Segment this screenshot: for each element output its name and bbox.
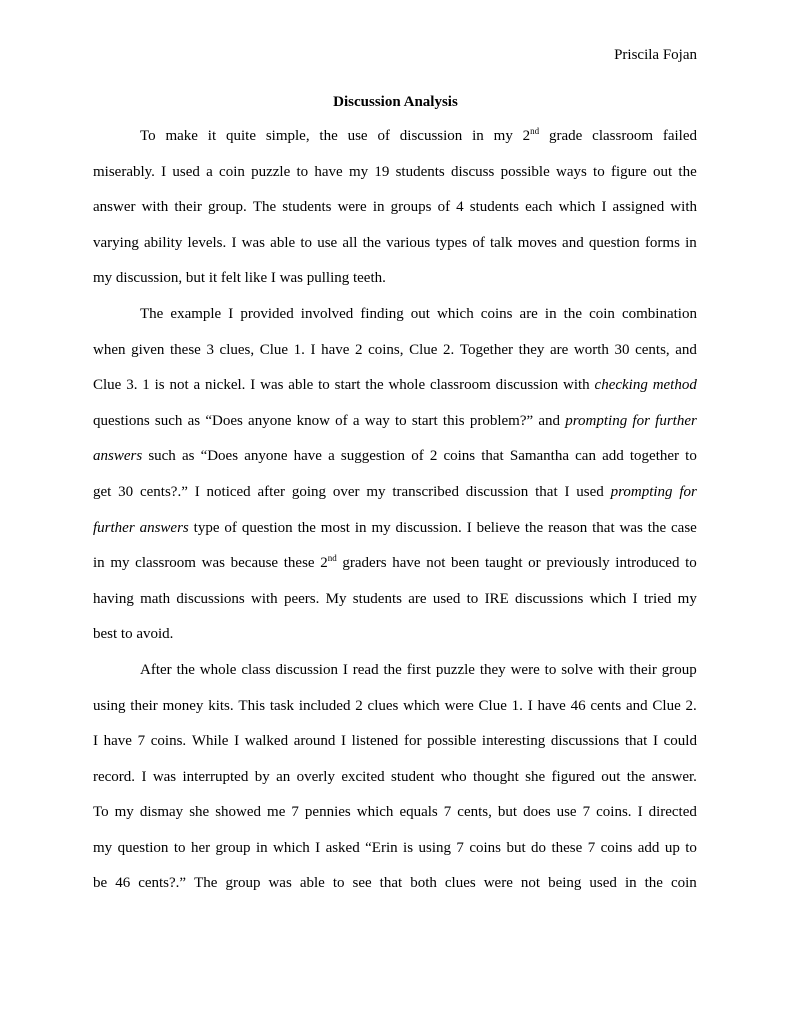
paragraph-line: answer with their group. The students were in groups of 4 students each which I assigned with [93, 199, 697, 216]
paragraph-line: The example I provided involved finding out which coins are in the coin combination [140, 305, 697, 322]
paragraph-line: I have 7 coins. While I walked around I listened for possible interesting discussions that I could [93, 733, 697, 750]
paragraph-line: having math discussions with peers. My students are used to IRE discussions which I tried my [93, 590, 697, 607]
paragraph-line: questions such as “Does anyone know of a way to start this problem?” and prompting for further [93, 412, 697, 429]
paragraph-line: using their money kits. This task included 2 clues which were Clue 1. I have 46 cents and Clue 2. [93, 697, 697, 714]
document-body [93, 119, 697, 902]
paragraph-line: To my dismay she showed me 7 pennies which equals 7 cents, but does use 7 coins. I directed [93, 804, 697, 821]
paragraph-line: best to avoid. [93, 626, 174, 643]
paragraph-line: when given these 3 clues, Clue 1. I have 2 coins, Clue 2. Together they are worth 30 cents, and [93, 341, 697, 358]
paragraph-line: Clue 3. 1 is not a nickel. I was able to start the whole classroom discussion with checking method [93, 377, 697, 394]
paragraph-line: be 46 cents?.” The group was able to see that both clues were not being used in the coin [93, 875, 697, 892]
paragraph-line: varying ability levels. I was able to use all the various types of talk moves and question forms in [93, 234, 697, 251]
running-header-author: Priscila Fojan [614, 47, 697, 63]
paragraph-line: further answers type of question the most in my discussion. I believe the reason that was the case [93, 519, 697, 536]
paragraph-line: my discussion, but it felt like I was pulling teeth. [93, 270, 386, 287]
paragraph-line: To make it quite simple, the use of discussion in my 2nd grade classroom failed [140, 126, 697, 144]
paragraph-line: record. I was interrupted by an overly excited student who thought she figured out the answer. [93, 768, 697, 785]
paragraph-line: After the whole class discussion I read the first puzzle they were to solve with their group [140, 661, 697, 678]
document-title: Discussion Analysis [333, 94, 458, 110]
paragraph-line: miserably. I used a coin puzzle to have my 19 students discuss possible ways to figure out the [93, 163, 697, 180]
paragraph-line: in my classroom was because these 2nd graders have not been taught or previously introduced to [93, 553, 697, 572]
paragraph-line: answers such as “Does anyone have a suggestion of 2 coins that Samantha can add together to [93, 448, 697, 465]
paragraph-line: get 30 cents?.” I noticed after going over my transcribed discussion that I used prompting for [93, 483, 697, 500]
paragraph-line: my question to her group in which I asked “Erin is using 7 coins but do these 7 coins add up to [93, 839, 697, 856]
